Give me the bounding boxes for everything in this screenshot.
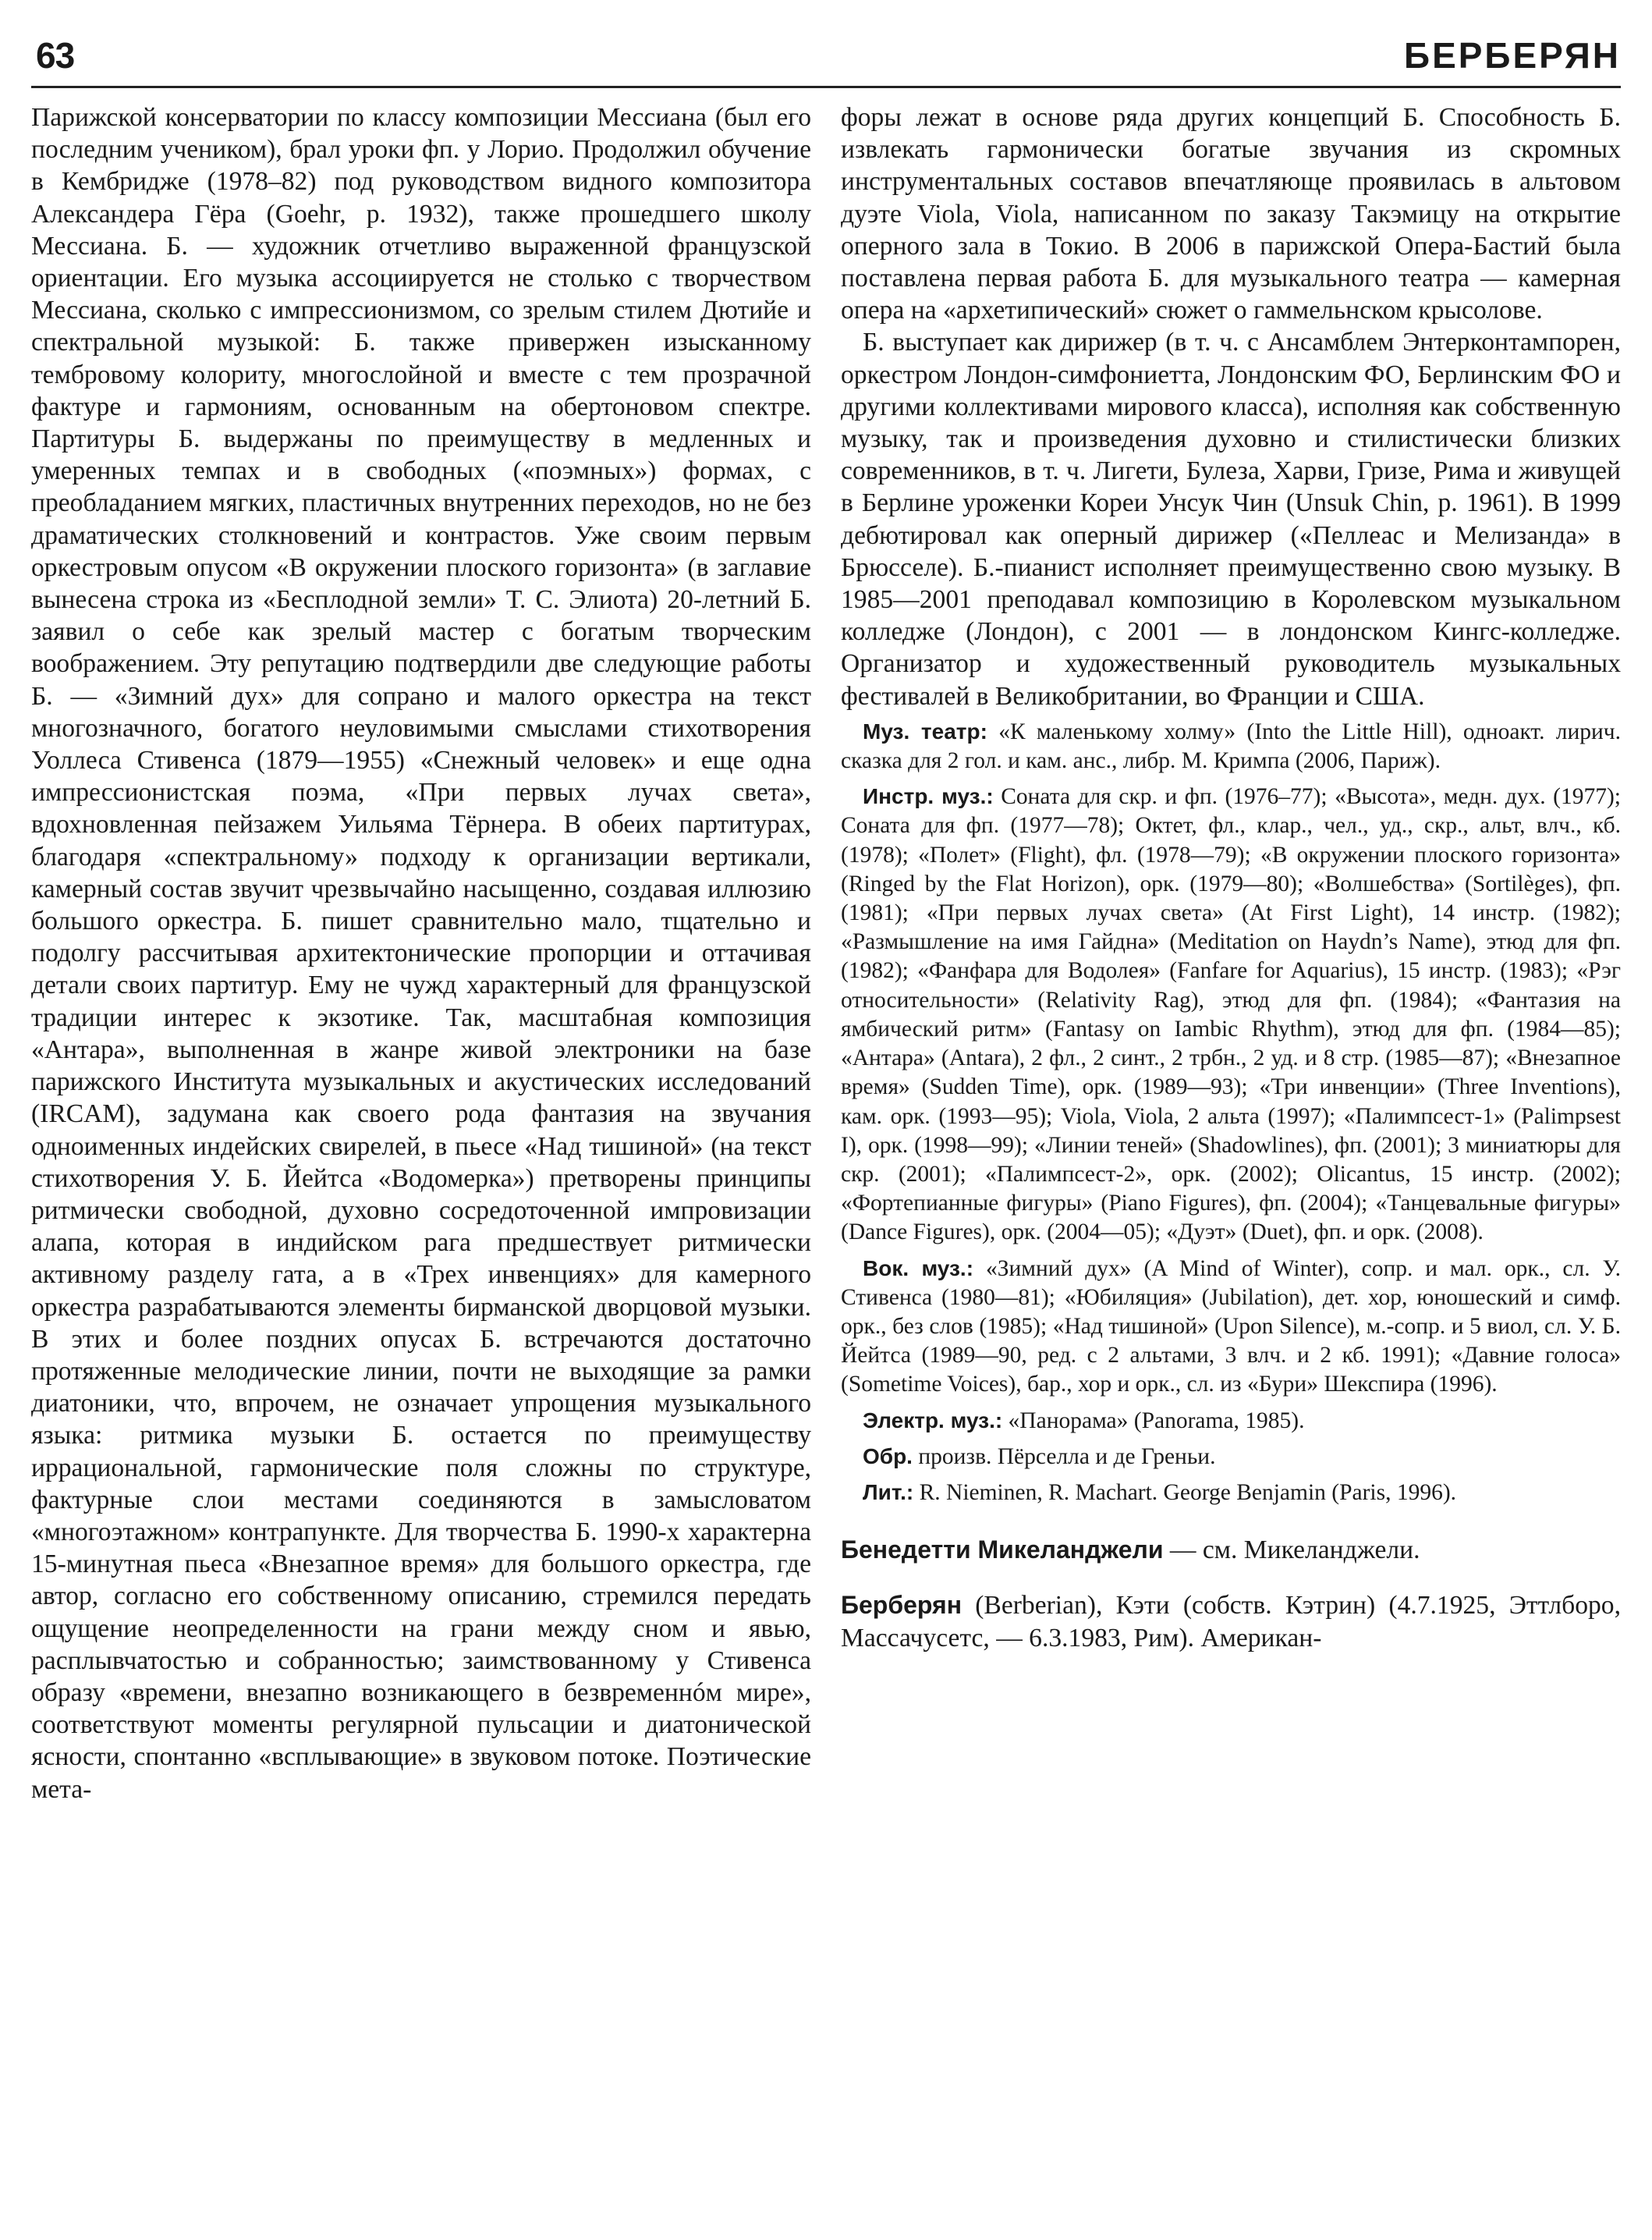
works-vocal: [841, 1254, 1621, 1400]
article-paragraph-2: Б. выступает как дирижер (в т. ч. с Ансамблем Энтерконтампорен, оркестром Лондон-симфониетта, Лондонским ФО, Берлинским ФО и другими коллективами мирового класса), исполняя как собственную музыку, так и произведения духовно и стилистически близких современников, в т. ч. Лигети, Булеза, Харви, Гризе, Рима и живущей в Берлине уроженки Кореи Унсук Чин (Unsuk Chin, р. 1961). В 1999 дебютировал как оперный дирижер («Пеллеас и Мелизанда» в Брюсселе). Б.-пианист исполняет преимущественно свою музыку. В 1985—2001 преподавал композицию в Королевском музыкальном колледже (Лондон), с 2001 — в лондонском Кингс-колледже. Организатор и художественный руководитель музыкальных фестивалей в Великобритании, во Франции и США.: [841, 328, 1621, 711]
page-number: 63: [36, 35, 75, 76]
left-column: [31, 101, 811, 1805]
works-label: Лит.:: [863, 1479, 914, 1504]
running-head: БЕРБЕРЯН: [1404, 35, 1621, 76]
works-label: Инстр. муз.:: [863, 784, 994, 809]
works-label: Обр.: [863, 1443, 913, 1468]
works-label: Муз. театр:: [863, 719, 987, 744]
entry-berberian: [841, 1589, 1621, 1653]
works-text: произв. Пёрселла и де Греньи.: [918, 1443, 1216, 1469]
works-text: R. Nieminen, R. Machart. George Benjamin (Paris, 1996).: [919, 1479, 1457, 1505]
works-label: Электр. муз.:: [863, 1408, 1003, 1432]
works-literature: [841, 1478, 1621, 1507]
works-text: Соната для скр. и фп. (1976–77); «Высота», медн. дух. (1977); Соната для фп. (1977—78); Октет, фл., клар., чел., уд., скр., альт, влч., кб. (1978); «Полет» (Flight), фл. (1978—79); «В окружении плоского горизонта» (Ringed by the Flat Horizon), орк. (1979—80); «Волшебства» (Sortilèges), фп. (1981); «При первых лучах света» (At First Light), 14 инстр. (1982); «Размышление на имя Гайдна» (Meditation on Haydn’s Name), этюд для фп. (1982); «Фанфара для Водолея» (Fanfare for Aquarius), 15 инстр. (1983); «Рэг относительности» (Relativity Rag), этюд для фп. (1984); «Фантазия на ямбический ритм» (Fantasy on Iambic Rhythm), этюд для фп. (1984—85); «Антара» (Antara), 2 фл., 2 синт., 2 трбн., 2 уд. и 8 стр. (1985—87); «Внезапное время» (Sudden Time), орк. (1989—93); «Три инвенции» (Three Inventions), кам. орк. (1993—95); Viola, Viola, 2 альта (1997); «Палимпсест-1» (Palimpsest I), орк. (1998—99); «Линии теней» (Shadowlines), фп. (2001); 3 миниатюры для скр. (2001); «Палимпсест-2», орк. (2002); Olicantus, 15 инстр. (2002); «Фортепианные фигуры» (Piano Figures), фп. (2004); «Танцевальные фигуры» (Dance Figures), орк. (2004—05); «Дуэт» (Duet), фп. и орк. (2008).: [841, 784, 1622, 1245]
works-music-theatre: [841, 717, 1621, 776]
works-instrumental: [841, 782, 1621, 1247]
works-text: «Зимний дух» (A Mind of Winter), сопр. и мал. орк., сл. У. Стивенса (1980—81); «Юбиляция» (Jubilation), дет. хор, юношеский и симф. орк., без слов (1985); «Над тишиной» (Upon Silence), м.-сопр. и 5 виол, сл. У. Б. Йейтса (1989—90, ред. с 2 альтами, 3 влч. и 2 кб. 1991); «Давние голоса» (Sometime Voices), бар., хор и орк., сл. из «Бури» Шекспира (1996).: [841, 1255, 1621, 1397]
entry-text: (Berberian), Кэти (собств. Кэтрин) (4.7.1925, Эттлборо, Массачусетс, — 6.3.1983, Рим). Американ-: [841, 1591, 1621, 1652]
entry-headword: Бенедетти Микеланджели: [841, 1535, 1164, 1564]
article-text-left: Парижской консерватории по классу композиции Мессиана (был его последним учеником), брал уроки фп. у Лорио. Продолжил обучение в Кембридже (1978–82) под руководством видного композитора Александера Гёра (Goehr, р. 1932), также прошедшего школу Мессиана. Б. — художник отчетливо выраженной французской ориентации. Его музыка ассоциируется не столько с творчеством Мессиана, сколько с импрессионизмом, со зрелым стилем Дютийе и спектральной музыкой: Б. также привержен изысканному тембровому колориту, многослойной и вместе с тем прозрачной фактуре и гармониям, основанным на обертоновом спектре. Партитуры Б. выдержаны по преимуществу в медленных и умеренных темпах и в свободных («поэмных») формах, с преобладанием мягких, пластичных внутренних переходов, но не без драматических столкновений и контрастов. Уже своим первым оркестровым опусом «В окружении плоского горизонта» (в заглавие вынесена строка из «Бесплодной земли» Т. С. Элиота) 20-летний Б. заявил о себе как зрелый мастер с богатым творческим воображением. Эту репутацию подтвердили две следующие работы Б. — «Зимний дух» для сопрано и малого оркестра на текст многозначного, богатого неуловимыми смыслами стихотворения Уоллеса Стивенса (1879—1955) «Снежный человек» и еще одна импрессионистская поэма, «При первых лучах света», вдохновленная пейзажем Уильяма Тёрнера. В обеих партитурах, благодаря «спектральному» подходу к организации вертикали, камерный состав звучит чрезвычайно насыщенно, создавая иллюзию большого оркестра. Б. пишет сравнительно мало, тщательно и подолгу рассчитывая архитектонические пропорции и оттачивая детали своих партитур. Ему не чужд характерный для французской традиции интерес к экзотике. Так, масштабная композиция «Антара», выполненная в жанре живой электроники на базе парижского Института музыкальных и акустических исследований (IRCAM), задумана как своего рода фантазия на звучания одноименных индейских свирелей, в пьесе «Над тишиной» (на текст стихотворения У. Б. Йейтса «Водомерка») претворены принципы ритмически свободной, духовно сосредоточенной импровизации алапа, которая в индийском рага предшествует ритмически активному разделу гата, а в «Трех инвенциях» для камерного оркестра разрабатываются элементы бирманской дворцовой музыки. В этих и более поздних опусах Б. встречаются достаточно протяженные мелодические линии, почти не выходящие за рамки диатоники, что, впрочем, не означает упрощения музыкального языка: ритмика музыки Б. остается по преимуществу иррациональной, гармонические поля сложны по структуре, фактурные слои местами соединяются в замысловатом «многоэтажном» контрапункте. Для творчества Б. 1990-х характерна 15-минутная пьеса «Внезапное время» для большого оркестра, где автор, согласно его собственному описанию, стремился передать ощущение неопределенности на грани между сном и явью, расплывчатостью и собранностью; заимствованному у Стивенса образу «времени, внезапно возникающего в безвременнóм мире», соответствуют моменты регулярной пульсации и диатонической ясности, спонтанно «всплывающие» в звуковом потоке. Поэтические мета-: [31, 103, 811, 1804]
entry-text: — см. Микеланджели.: [1169, 1535, 1420, 1565]
entry-benedetti: [841, 1534, 1621, 1566]
works-label: Вок. муз.:: [863, 1255, 974, 1280]
article-paragraph-1: форы лежат в основе ряда других концепций Б. Способность Б. извлекать гармонически богатые звучания из скромных инструментальных составов впечатляюще проявилась в альтовом дуэте Viola, Viola, написанном по заказу Такэмицу на открытие оперного зала в Токио. В 2006 в парижской Опера-Бастий была поставлена первая работа Б. для музыкального театра — камерная опера на «архетипический» сюжет о гаммельнском крысолове.: [841, 103, 1621, 325]
right-column: [841, 101, 1621, 1654]
works-arrangements: [841, 1442, 1621, 1471]
works-electronic: [841, 1406, 1621, 1436]
entry-headword: Берберян: [841, 1591, 962, 1620]
page-header: [31, 31, 1621, 88]
works-text: «К маленькому холму» (Into the Little Hill), одноакт. лирич. сказка для 2 гол. и кам. анс., либр. М. Кримпа (2006, Париж).: [841, 719, 1622, 774]
works-list: [841, 717, 1621, 1507]
works-text: «Панорама» (Panorama, 1985).: [1008, 1408, 1305, 1433]
